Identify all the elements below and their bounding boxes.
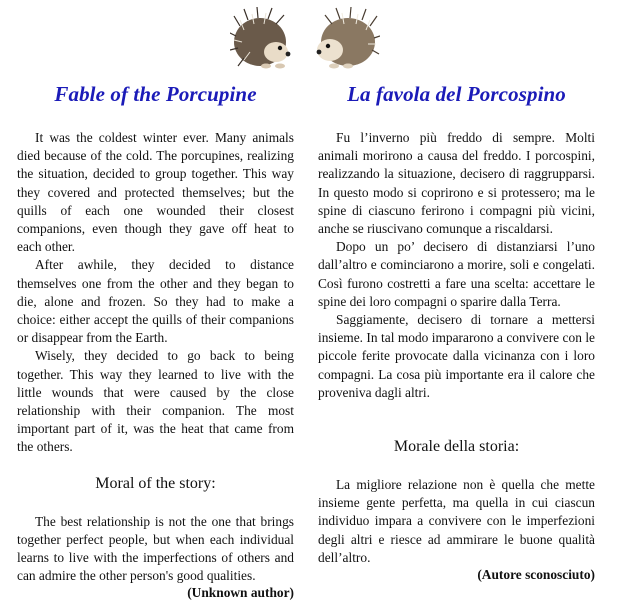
english-author: (Unknown author): [187, 585, 294, 601]
english-moral-text: The best relationship is not the one that brings together perfect people, but when each individual learns to live with the imperfections of others and can admire the other person's good qualities.: [17, 513, 294, 584]
italian-title: La favola del Porcospino: [347, 82, 566, 106]
italian-author: (Autore sconosciuto): [477, 567, 595, 583]
english-paragraph-3: Wisely, they decided to go back to being together. This way they learned to live with the little wounds that were caused by the close relationship with their companion. The most important part of it, was the heat that came from the others.: [17, 348, 294, 455]
english-moral-heading: Moral of the story:: [95, 474, 216, 492]
hedgehog-icon: [317, 7, 380, 69]
italian-moral-text: La migliore relazione non è quella che mette insieme gente perfetta, ma quella in cui ciascun individuo impara a convivere con le imperfezioni degli altri e riesce ad ammirare le buone qualità dell’altro.: [318, 477, 595, 565]
hedgehog-illustration: [230, 6, 380, 76]
english-paragraph-1: It was the coldest winter ever. Many animals died because of the cold. The porcupines, realizing the situation, decided to group together. This way they covered and protected themselves; but the quills of each one wounded their closest companions, even though they gave off heat to each other.: [17, 130, 294, 255]
english-column: [17, 82, 294, 601]
italian-column: [318, 82, 595, 583]
italian-paragraph-2: Dopo un po’ decisero di distanziarsi l’uno dall’altro e cominciarono a morire, soli e congelati. Così furono costretti a fare una scelta: accettare le spine dei loro compagni o sparire dalla Terra.: [318, 239, 595, 309]
hedgehog-icon: [230, 7, 290, 69]
italian-paragraph-1: Fu l’inverno più freddo di sempre. Molti animali morirono a causa del freddo. I porcospini, realizzando la situazione, decisero di raggrupparsi. In questo modo si coprirono e si protessero; ma le spine di ciascuno ferirono i compagni più vicini, anche se riuscivano comunque a riscaldarsi.: [318, 130, 595, 237]
english-title: Fable of the Porcupine: [54, 82, 257, 106]
english-paragraph-2: After awhile, they decided to distance themselves one from the other and they began to die, alone and frozen. So they had to make a choice: either accept the quills of their companions or disappear from the Earth.: [17, 257, 294, 346]
italian-paragraph-3: Saggiamente, decisero di tornare a mettersi insieme. In tal modo impararono a convivere con le piccole ferite provocate dalla vicinanza con i loro compagni. La cosa più importante era il calore che proveniva dagli altri.: [318, 312, 595, 400]
italian-moral-heading: Morale della storia:: [393, 438, 520, 456]
